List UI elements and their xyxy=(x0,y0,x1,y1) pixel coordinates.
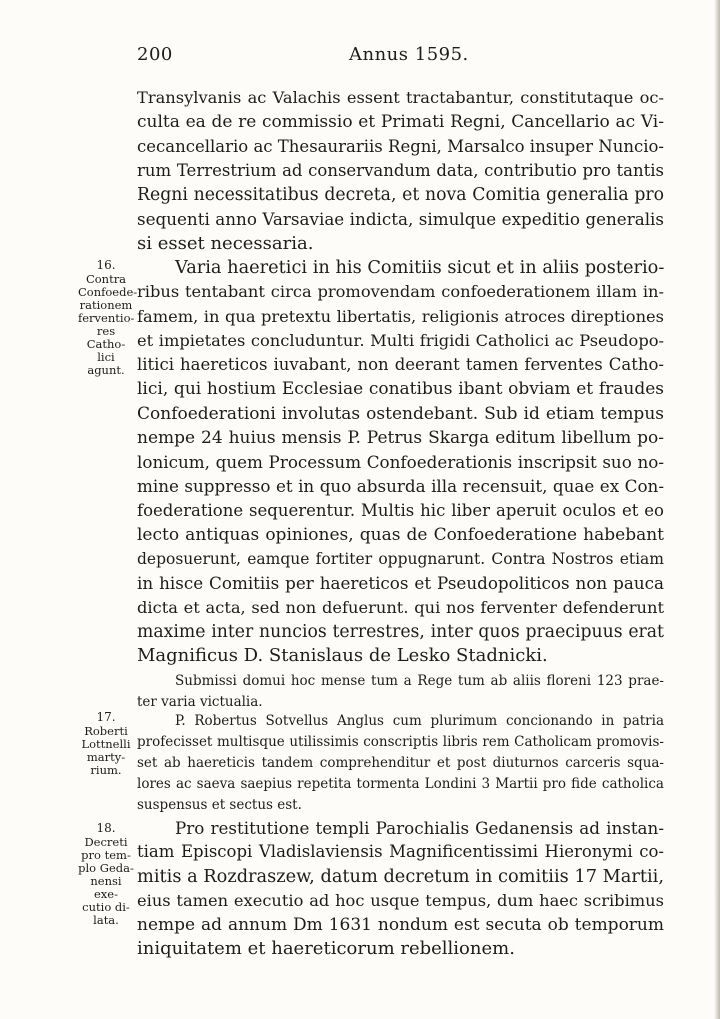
note-line: suspensus et sectus est. xyxy=(137,797,302,813)
margin-note-number: 16. xyxy=(96,258,116,272)
text-line: Regni necessitatibus decreta, et nova Comitia generalia pro xyxy=(137,185,664,205)
text-line: famem, in qua pretextu libertatis, religionis atroces direptiones xyxy=(137,306,664,326)
intro-paragraph xyxy=(137,86,664,256)
note-line: ter varia victualia. xyxy=(137,694,263,710)
margin-note-line: ferventio- xyxy=(78,311,135,325)
text-line: cecancellario ac Thesaurariis Regni, Marsalco insuper Nuncio- xyxy=(137,136,664,156)
text-line: lici, qui hostium Ecclesiae conatibus ibant obviam et fraudes xyxy=(137,379,664,400)
text-line: mine suppresso et in quo absurda illa recensuit, quae ex Con- xyxy=(137,476,664,497)
text-line: in hisce Comitiis per haereticos et Pseudopoliticos non pauca xyxy=(137,573,664,594)
margin-note-line: marty- xyxy=(86,750,126,764)
margin-note-line: Roberti xyxy=(84,724,128,738)
running-title: Annus 1595. xyxy=(349,44,469,65)
note-submissi xyxy=(137,671,664,713)
text-line: Magnificus D. Stanislaus de Lesko Stadnicki. xyxy=(137,645,548,666)
margin-note-line: plo Geda- xyxy=(78,861,134,875)
text-line: litici haereticos iuvabant, non deerant tamen ferventes Catho- xyxy=(137,355,664,374)
note-line: P. Robertus Sotvellus Anglus cum plurimum concionando in patria xyxy=(175,713,664,729)
text-line: nempe ad annum Dm 1631 nondum est secuta ob temporum xyxy=(137,915,664,935)
margin-note-line: nensi exe- xyxy=(90,874,122,901)
text-line: Transylvanis ac Valachis essent tractabantur, constitutaque oc- xyxy=(137,88,664,107)
margin-note-line: Confoede- xyxy=(78,285,138,299)
text-line: deposuerunt, eamque fortiter oppugnarunt. Contra Nostros etiam xyxy=(137,550,664,568)
margin-note-line: rationem xyxy=(79,298,133,312)
margin-note-line: lata. xyxy=(93,913,119,927)
text-line: iniquitatem et haereticorum rebellionem. xyxy=(137,938,515,960)
text-line: mitis a Rozdraszew, datum decretum in comitiis 17 Martii, xyxy=(137,866,665,887)
text-line: eius tamen executio ad hoc usque tempus, dum haec scribimus xyxy=(137,890,664,910)
text-line: lonicum, quem Processum Confoederationis inscripsit suo no- xyxy=(137,452,664,472)
text-line: Confoederationi involutas ostendebant. Sub id etiam tempus xyxy=(137,403,664,424)
margin-note-line: Contra xyxy=(85,272,127,286)
margin-note-line: res Catho- xyxy=(86,324,126,351)
margin-note-line: Decreti xyxy=(84,835,128,849)
margin-note-line: rium. xyxy=(90,763,122,777)
margin-note-number: 18. xyxy=(96,821,116,835)
margin-note-line: pro tem- xyxy=(81,848,131,862)
margin-note-17 xyxy=(78,711,134,777)
text-line: lecto antiquas opiniones, quas de Confoederatione habebant xyxy=(137,524,664,545)
text-line: Varia haeretici in his Comitiis sicut et in aliis posterio- xyxy=(175,258,665,278)
text-line: rum Terrestrium ad conservandum data, contributio pro tantis xyxy=(137,160,664,180)
note-line: lores ac saeva saepius repetita tormenta Londini 3 Martii pro fide catholica xyxy=(137,776,664,792)
text-line: si esset necessaria. xyxy=(137,232,314,254)
text-line: sequenti anno Varsaviae indicta, simulque expeditio generalis xyxy=(137,209,664,230)
note-line: Submissi domui hoc mense tum a Rege tum ab aliis floreni 123 prae- xyxy=(175,673,664,689)
text-line: et impietates concluduntur. Multi frigidi Catholici ac Pseudopo- xyxy=(137,330,664,350)
margin-note-line: cutio di- xyxy=(82,900,130,914)
section-16-paragraph xyxy=(137,256,664,668)
text-line: nempe 24 huius mensis P. Petrus Skarga editum libellum po- xyxy=(137,427,664,448)
margin-note-line: lici agunt. xyxy=(87,350,125,377)
page-number: 200 xyxy=(137,44,173,65)
text-line: foederatione sequerentur. Multis hic liber aperuit oculos et eo xyxy=(137,500,664,520)
margin-note-line: Lottnelli xyxy=(81,737,131,751)
page-binding-edge xyxy=(714,0,720,1019)
section-18-paragraph xyxy=(137,816,664,962)
note-line: set ab haereticis tandem comprehenditur et post diuturnos carceris squa- xyxy=(137,755,664,771)
text-line: ribus tentabant circa promovendam confoederationem illam in- xyxy=(137,282,664,302)
text-line: tiam Episcopi Vladislaviensis Magnificentissimi Hieronymi co- xyxy=(137,842,664,862)
margin-note-18 xyxy=(78,822,134,927)
text-line: dicta et acta, sed non defuerunt. qui nos ferventer defenderunt xyxy=(137,597,664,617)
text-line: maxime inter nuncios terrestres, inter quos praecipuus erat xyxy=(137,621,664,642)
text-line: culta ea de re commissio et Primati Regni, Cancellario ac Vi- xyxy=(137,112,664,133)
note-line: profecisset multisque utilissimis conscriptis libris rem Catholicam promovis- xyxy=(137,734,664,750)
margin-note-number: 17. xyxy=(96,710,116,724)
section-17-paragraph xyxy=(137,711,664,816)
margin-note-16 xyxy=(78,258,138,377)
text-line: Pro restitutione templi Parochialis Gedanensis ad instan- xyxy=(175,818,664,838)
